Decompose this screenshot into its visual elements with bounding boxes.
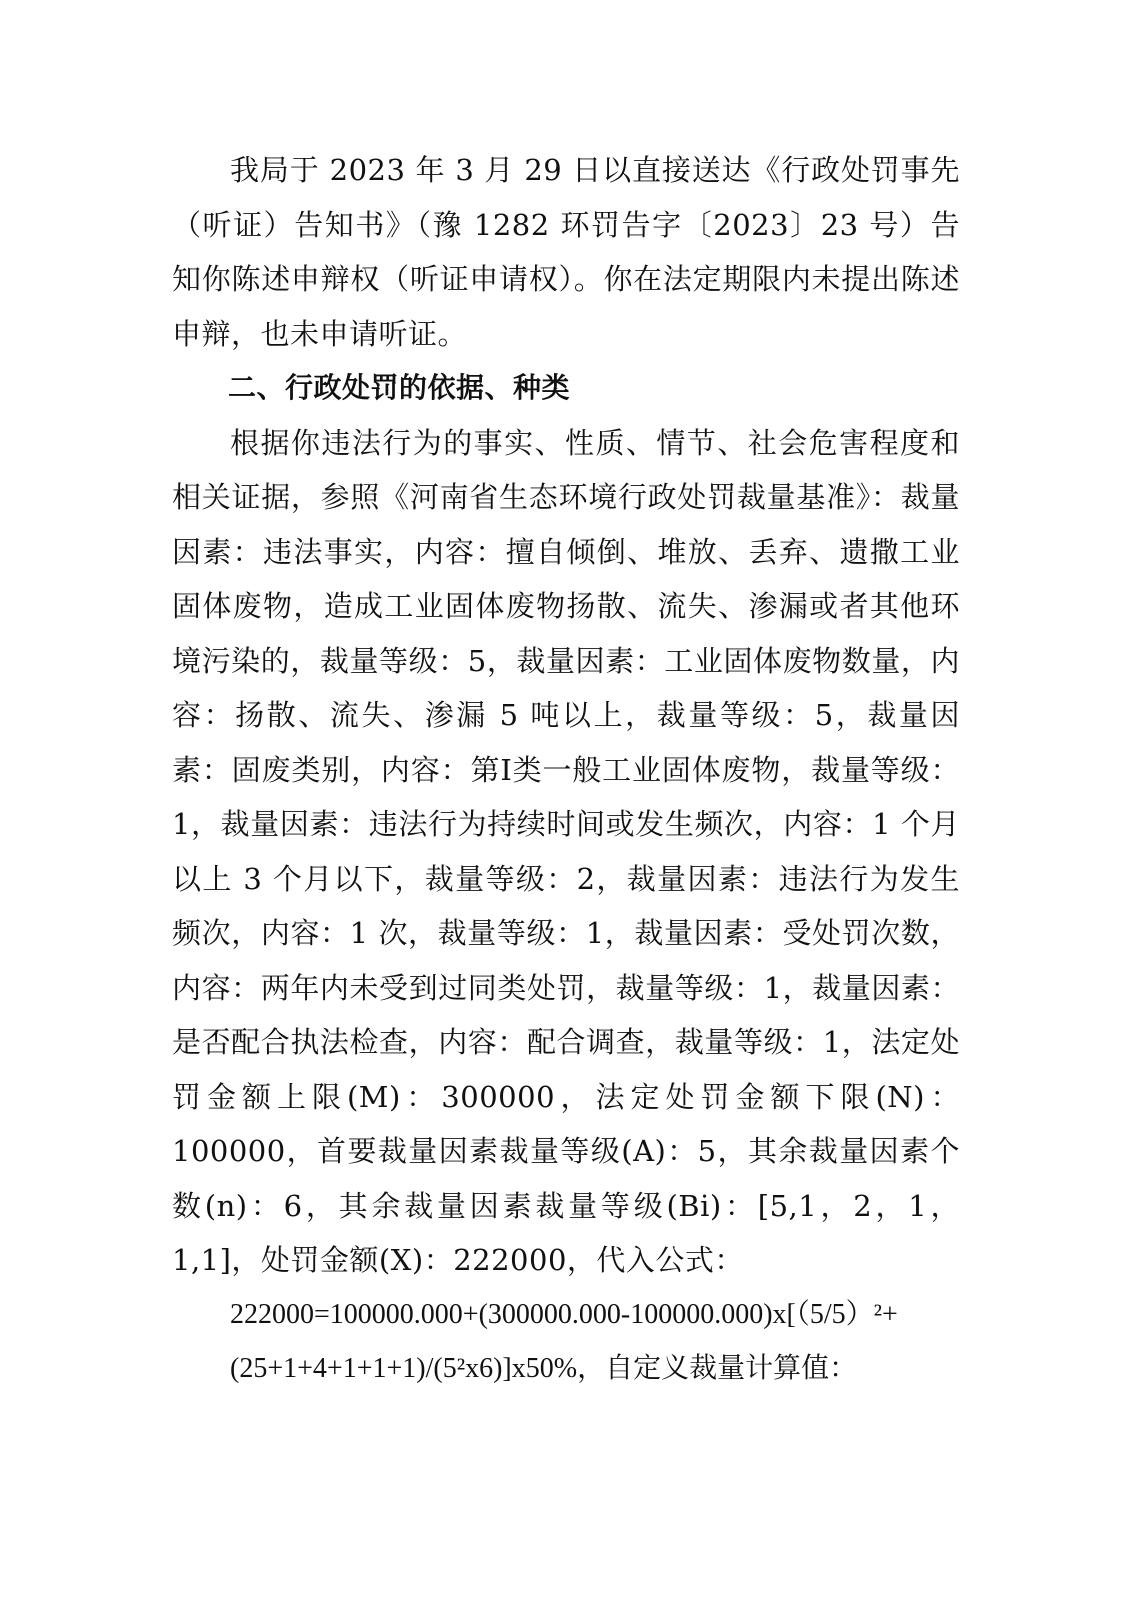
notice-paragraph: 我局于 2023 年 3 月 29 日以直接送达《行政处罚事先（听证）告知书》（豫 1282 环罚告字〔2023〕23 号）告知你陈述申辩权（听证申请权）。你在法定期限内未提出陈述申辩，也未申请听证。: [172, 153, 960, 351]
section-heading-penalty-basis: 二、行政处罚的依据、种类: [228, 371, 571, 404]
formula-paragraph: 222000=100000.000+(300000.000-100000.000)x[（5/5）²+(25+1+4+1+1+1)/(5²x6)]x50%，自定义裁量计算值：: [230, 1298, 898, 1384]
discretion-basis-paragraph: 根据你违法行为的事实、性质、情节、社会危害程度和相关证据，参照《河南省生态环境行政处罚裁量基准》：裁量因素：违法事实，内容：擅自倾倒、堆放、丢弃、遗撒工业固体废物，造成工业固体废物扬散、流失、渗漏或者其他环境污染的，裁量等级：5，裁量因素：工业固体废物数量，内容：扬散、流失、渗漏 5 吨以上，裁量等级：5，裁量因素：固废类别，内容：第I类一般工业固体废物，裁量等级：1，裁量因素：违法行为持续时间或发生频次，内容：1 个月以上 3 个月以下，裁量等级：2，裁量因素：违法行为发生频次，内容：1 次，裁量等级：1，裁量因素：受处罚次数，内容：两年内未受到过同类处罚，裁量等级：1，裁量因素：是否配合执法检查，内容：配合调查，裁量等级：1，法定处罚金额上限(M)：300000，法定处罚金额下限(N)：100000，首要裁量因素裁量等级(A)：5，其余裁量因素个数(n)：6，其余裁量因素裁量等级(Bi)：[5,1，2，1，1,1]，处罚金额(X)：222000，代入公式：: [172, 425, 960, 1277]
document-body: [172, 143, 960, 1397]
